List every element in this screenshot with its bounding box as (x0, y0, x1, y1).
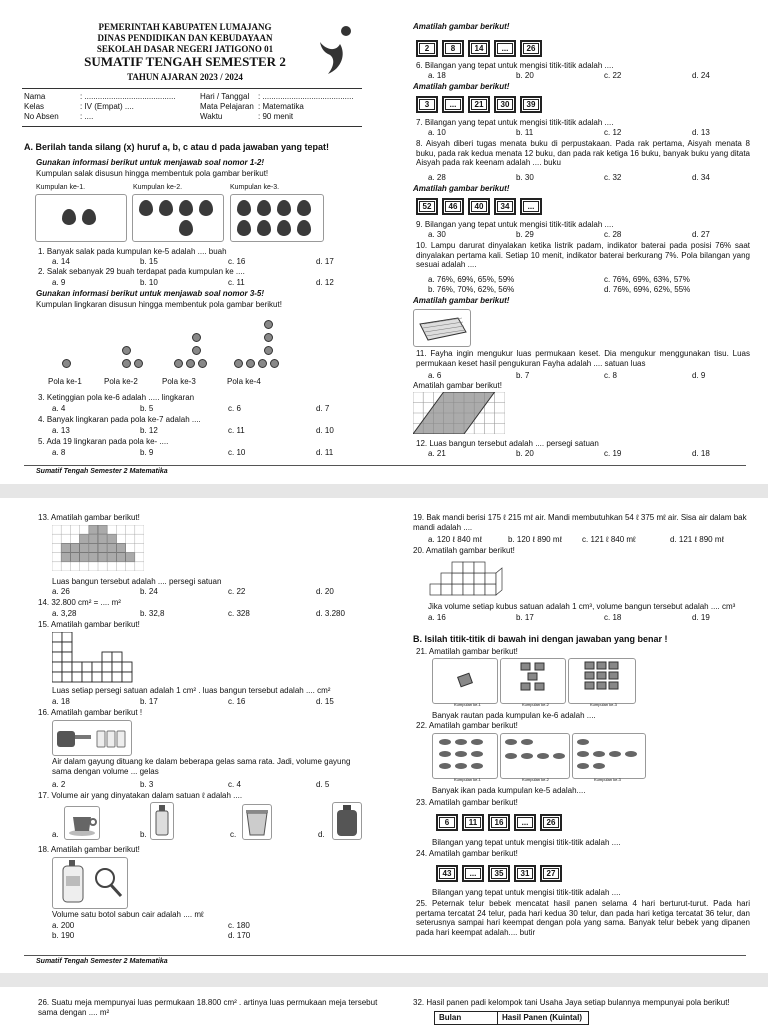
circle-icon (234, 359, 243, 368)
nama-label: Nama (24, 92, 46, 101)
question-7: 7. Bilangan yang tepat untuk mengisi titik-titik adalah .... (416, 118, 614, 127)
option-a[interactable]: a. 16 (428, 613, 446, 622)
absen-label: No Absen (24, 112, 59, 121)
small-label: Kumpulan ke-1 (454, 777, 481, 782)
option-d[interactable]: d. 76%, 69%, 62%, 55% (604, 284, 691, 294)
circle-icon (264, 333, 273, 342)
question-15-sub: Luas setiap persegi satuan adalah 1 cm² . luas bangun tersebut adalah .... cm² (52, 686, 331, 695)
option-d[interactable]: d. 15 (316, 697, 334, 706)
circle-icon (258, 359, 267, 368)
info-3-5: Gunakan informasi berikut untuk menjawab soal nomor 3-5! (36, 289, 265, 298)
sequence-6 (416, 40, 542, 57)
unit-cubes-image (428, 558, 518, 598)
look-label: Amatilah gambar berikut! (413, 184, 510, 193)
seq-box: 43 (436, 865, 458, 882)
salak-icon (257, 220, 271, 236)
option-a[interactable]: a. 76%, 69%, 65%, 59% (428, 275, 515, 284)
q16-options (52, 780, 329, 790)
option-a[interactable]: a. 18 (428, 71, 446, 80)
option-a[interactable]: a. 30 (428, 230, 446, 239)
seq-box: 6 (436, 814, 458, 831)
page-footer: Sumatif Tengah Semester 2 Matematika (36, 468, 168, 475)
option-d[interactable]: d. 20 (316, 587, 334, 596)
school-logo (316, 24, 356, 78)
option-b[interactable]: b. 17 (140, 697, 158, 706)
pola-4-label: Pola ke-4 (227, 377, 261, 386)
header-line-3: SEKOLAH DASAR NEGERI JATIGONO 01 (96, 43, 274, 54)
seq-box: 2 (416, 40, 438, 57)
page-divider (24, 465, 746, 466)
option-a[interactable]: a. 28 (428, 173, 446, 182)
option-c[interactable]: c. 16 (228, 257, 246, 266)
page-gap (0, 973, 768, 987)
option-d[interactable]: d. 5 (316, 780, 330, 789)
seq-box: 26 (520, 40, 542, 57)
seq-box: 11 (462, 814, 484, 831)
small-label: Kumpulan ke-3 (590, 702, 617, 707)
option-b[interactable]: b. (140, 830, 147, 839)
mapel-label: Mata Pelajaran (200, 102, 254, 111)
bottle-icon[interactable] (150, 802, 174, 840)
option-d[interactable]: d. 10 (316, 426, 334, 435)
q19-options (428, 535, 724, 545)
q7-options (428, 128, 710, 138)
sharpener-figure (432, 658, 636, 708)
option-c[interactable]: c. 22 (228, 587, 246, 596)
option-b[interactable]: b. 5 (140, 404, 154, 413)
option-d[interactable]: d. 18 (692, 449, 710, 458)
option-d[interactable]: d. 9 (692, 371, 706, 380)
small-label: Kumpulan ke-2 (522, 777, 549, 782)
question-12: 12. Luas bangun tersebut adalah .... persegi satuan (416, 439, 599, 448)
kumpulan-2-box (500, 658, 566, 704)
salak-icon (199, 200, 213, 216)
option-d[interactable]: d. 3.280 (316, 609, 345, 618)
harvest-table (434, 1011, 589, 1025)
circle-patterns (58, 318, 298, 372)
q10-options (428, 275, 748, 294)
question-23: 23. Amatilah gambar berikut! (416, 798, 518, 807)
waktu-value: : 90 menit (258, 112, 294, 121)
circle-icon (186, 359, 195, 368)
question-26: 26. Suatu meja mempunyai luas permukaan 18.800 cm² . artinya luas permukaan meja tersebut sama dengan .... m² (38, 998, 378, 1017)
question-16-sub: Air dalam gayung dituang ke dalam beberapa gelas sama rata. Jadi, volume gayung sama dengan volume ... gelas (52, 757, 351, 776)
option-b[interactable]: b. 20 (516, 71, 534, 80)
identity-right (200, 92, 354, 122)
seq-box: 35 (488, 865, 510, 882)
option-a[interactable]: a. 8 (52, 448, 66, 457)
look-label: Amatilah gambar berikut! (413, 296, 510, 305)
option-b[interactable]: b. 15 (140, 257, 158, 266)
salak-figure-1 (35, 194, 127, 242)
intro-1-2: Kumpulan salak disusun hingga membentuk pola gambar berikut! (36, 169, 269, 178)
circle-icon (270, 359, 279, 368)
question-18: 18. Amatilah gambar berikut! (38, 845, 140, 854)
salak-icon (297, 220, 311, 236)
question-11: 11. Fayha ingin mengukur luas permukaan keset. Dia mengukur menggunakan tisu. Luas permukaan keset hasil pengukuran Fayha adalah .... satuan luas (416, 349, 750, 368)
option-b[interactable]: b. 24 (140, 587, 158, 596)
hari-field[interactable]: : ......................................... (258, 92, 354, 101)
q3-options (52, 404, 329, 414)
q9-options (428, 230, 710, 240)
kumpulan-2-box (500, 733, 570, 779)
question-22: 22. Amatilah gambar berikut! (416, 721, 518, 730)
mat-figure (413, 309, 471, 347)
circle-icon (174, 359, 183, 368)
header-line-2: DINAS PENDIDIKAN DAN KEBUDAYAAN (97, 32, 273, 43)
parallelogram-grid (413, 392, 505, 437)
soap-figure (52, 857, 128, 909)
q8-options (428, 173, 710, 183)
question-5: 5. Ada 19 lingkaran pada pola ke- .... (38, 437, 169, 446)
option-a[interactable]: a. 18 (52, 697, 70, 706)
page-gap (0, 484, 768, 498)
salak-icon (257, 200, 271, 216)
salak-figure-3 (230, 194, 324, 242)
circle-icon (192, 333, 201, 342)
seq-box: ... (520, 198, 542, 215)
salak-icon (179, 200, 193, 216)
option-c[interactable]: c. 76%, 69%, 63%, 57% (604, 275, 690, 284)
sequence-7 (416, 96, 542, 113)
option-b[interactable]: b. 190 (52, 930, 75, 940)
option-a[interactable]: a. 4 (52, 404, 66, 413)
option-c[interactable]: c. 12 (604, 128, 622, 137)
sequence-23 (436, 814, 562, 831)
jerrycan-icon[interactable] (332, 802, 362, 840)
question-18-sub: Volume satu botol sabun cair adalah .... mℓ (52, 910, 204, 919)
scoop-glasses-figure (52, 720, 132, 756)
table-row (435, 1012, 589, 1025)
small-label: Kumpulan ke-3 (594, 777, 621, 782)
divider (22, 126, 362, 127)
option-a[interactable]: a. 9 (52, 278, 66, 287)
q12-options (428, 449, 710, 459)
option-c[interactable]: c. 10 (228, 448, 246, 457)
question-9: 9. Bilangan yang tepat untuk mengisi titik-titik adalah .... (416, 220, 614, 229)
seq-box: 39 (520, 96, 542, 113)
small-label: Kumpulan ke-1 (454, 702, 481, 707)
option-b[interactable]: b. 3 (140, 780, 154, 789)
intro-3-5: Kumpulan lingkaran disusun hingga membentuk pola gambar berikut! (36, 300, 282, 309)
hari-label: Hari / Tanggal (200, 92, 250, 101)
option-d[interactable]: d. 11 (316, 448, 334, 457)
seq-box: 52 (416, 198, 438, 215)
question-14: 14. 32.800 cm² = .... m² (38, 598, 121, 607)
seq-box: ... (514, 814, 536, 831)
circle-icon (122, 359, 131, 368)
kelas-label: Kelas (24, 102, 45, 111)
option-b[interactable]: b. 76%, 70%, 62%, 56% (428, 284, 515, 294)
q13-options (52, 587, 334, 597)
question-22-sub: Banyak ikan pada kumpulan ke-5 adalah.... (432, 786, 586, 795)
kumpulan-2-label: Kumpulan ke-2. (133, 184, 183, 191)
pola-3-label: Pola ke-3 (162, 377, 196, 386)
absen-field[interactable]: : .... (80, 112, 94, 121)
option-c[interactable]: c. 11 (228, 426, 245, 435)
kumpulan-1-label: Kumpulan ke-1. (36, 184, 86, 191)
doormat-image (414, 310, 470, 346)
sequence-9 (416, 198, 542, 215)
question-25: 25. Peternak telur bebek mencatat hasil panen selama 4 hari berturut-turut. Pada hari pertama tercatat 24 telur, pada hari kedua 30 telur, dan pada hari ketiga tercatat 36 telur, dan seterusnya sampai hari keempat dengan pola yang sama. Banyak telur bebek yang dipanen pada hari keempat adalah.... butir (416, 899, 750, 937)
question-23-sub: Bilangan yang tepat untuk mengisi titik-titik adalah .... (432, 838, 621, 847)
option-a[interactable]: a. 13 (52, 426, 70, 435)
q1-options (52, 257, 334, 267)
q6-options (428, 71, 710, 81)
option-c[interactable]: c. 4 (228, 780, 241, 789)
sequence-24 (436, 865, 562, 882)
option-a[interactable]: a. 14 (52, 257, 70, 266)
option-a[interactable]: a. 21 (428, 449, 446, 458)
option-c[interactable]: c. 180 (228, 921, 250, 930)
option-d[interactable]: d. 34 (692, 173, 710, 182)
seq-box: 3 (416, 96, 438, 113)
seq-box: 16 (488, 814, 510, 831)
option-c[interactable]: c. 11 (228, 278, 245, 287)
grid-figure-13 (52, 525, 144, 574)
option-c[interactable]: c. 28 (604, 230, 622, 239)
option-d[interactable]: d. 7 (316, 404, 330, 413)
option-d[interactable]: d. 170 (228, 930, 251, 940)
option-d[interactable]: d. (318, 830, 325, 839)
option-d[interactable]: d. 19 (692, 613, 710, 622)
mapel-value: : Matematika (258, 102, 304, 111)
q2-options (52, 278, 334, 288)
nama-field[interactable]: : ......................................... (80, 92, 176, 101)
option-d[interactable]: d. 121 ℓ 890 mℓ (670, 535, 725, 544)
look-label: Amatilah gambar berikut! (413, 82, 510, 91)
cubes-figure (428, 558, 518, 601)
fish-figure (432, 733, 646, 783)
question-17: 17. Volume air yang dinyatakan dalam satuan ℓ adalah .... (38, 791, 243, 800)
option-d[interactable]: d. 27 (692, 230, 710, 239)
q5-options (52, 448, 333, 458)
option-c[interactable]: c. 16 (228, 697, 246, 706)
option-b[interactable]: b. 20 (516, 449, 534, 458)
header-line-1: PEMERINTAH KABUPATEN LUMAJANG (98, 22, 272, 32)
q17-options (52, 802, 372, 842)
page-footer: Sumatif Tengah Semester 2 Matematika (36, 958, 168, 965)
seq-box: 31 (514, 865, 536, 882)
kumpulan-3-box (568, 658, 636, 704)
soap-bottle-image (53, 858, 127, 908)
seq-box: 27 (540, 865, 562, 882)
q20-options (428, 613, 710, 623)
question-3: 3. Ketinggian pola ke-6 adalah ..... lingkaran (38, 393, 195, 402)
seq-box: 21 (468, 96, 490, 113)
school-header (60, 22, 310, 83)
bucket-icon[interactable] (242, 804, 272, 840)
option-b[interactable]: b. 9 (140, 448, 154, 457)
q18-options (52, 921, 372, 940)
q14-options (52, 609, 345, 619)
option-c[interactable]: c. 19 (604, 449, 622, 458)
option-c[interactable]: c. (230, 830, 237, 839)
kumpulan-3-box (572, 733, 646, 779)
option-b[interactable]: b. 29 (516, 230, 534, 239)
option-d[interactable]: d. 13 (692, 128, 710, 137)
question-2: 2. Salak sebanyak 29 buah terdapat pada kumpulan ke .... (38, 267, 245, 276)
circle-icon (62, 359, 71, 368)
exam-title: SUMATIF TENGAH SEMESTER 2 (84, 54, 286, 70)
option-b[interactable]: b. 11 (516, 128, 534, 137)
seq-box: 26 (540, 814, 562, 831)
option-a[interactable]: a. 6 (428, 371, 442, 380)
option-b[interactable]: b. 7 (516, 371, 530, 380)
salak-icon (297, 200, 311, 216)
circle-icon (198, 359, 207, 368)
seq-box: 46 (442, 198, 464, 215)
question-13-sub: Luas bangun tersebut adalah .... persegi satuan (52, 577, 222, 586)
pola-2-label: Pola ke-2 (104, 377, 138, 386)
option-c[interactable]: c. 6 (228, 404, 241, 413)
question-1: 1. Banyak salak pada kumpulan ke-5 adalah .... buah (38, 247, 227, 256)
question-4: 4. Banyak lingkaran pada pola ke-7 adalah .... (38, 415, 201, 424)
option-a[interactable]: a. 26 (52, 587, 70, 596)
question-19: 19. Bak mandi berisi 175 ℓ 215 mℓ air. Mandi membutuhkan 54 ℓ 375 mℓ air. Sisa air dalam bak mandi adalah .... (413, 513, 747, 532)
question-24: 24. Amatilah gambar berikut! (416, 849, 518, 858)
option-a[interactable]: a. 200 (52, 921, 75, 930)
option-a[interactable]: a. 2 (52, 780, 66, 789)
salak-icon (237, 220, 251, 236)
kumpulan-1-box (432, 658, 498, 704)
q4-options (52, 426, 334, 436)
grid-figure-15 (52, 632, 142, 687)
seq-box: 40 (468, 198, 490, 215)
circle-icon (192, 346, 201, 355)
option-a[interactable]: a. 3,28 (52, 609, 77, 618)
salak-icon (139, 200, 153, 216)
circle-icon (264, 346, 273, 355)
seq-box: ... (442, 96, 464, 113)
question-20: 20. Amatilah gambar berikut! (413, 546, 515, 555)
section-a-title: A. Berilah tanda silang (x) huruf a, b, c atau d pada jawaban yang tepat! (24, 142, 330, 152)
waktu-label: Waktu (200, 112, 223, 121)
question-21: 21. Amatilah gambar berikut! (416, 647, 518, 656)
option-b[interactable]: b. 30 (516, 173, 534, 182)
salak-icon (237, 200, 251, 216)
question-13: 13. Amatilah gambar berikut! (38, 513, 140, 522)
circle-icon (134, 359, 143, 368)
option-d[interactable]: d. 24 (692, 71, 710, 80)
info-1-2: Gunakan informasi berikut untuk menjawab soal nomor 1-2! (36, 158, 265, 167)
question-21-sub: Banyak rautan pada kumpulan ke-6 adalah .... (432, 711, 596, 720)
section-b-title: B. Isilah titik-titik di bawah ini dengan jawaban yang benar ! (413, 634, 668, 644)
kelas-field[interactable]: : IV (Empat) .... (80, 102, 134, 111)
circle-icon (122, 346, 131, 355)
kumpulan-3-label: Kumpulan ke-3. (230, 184, 280, 191)
q11-options (428, 371, 705, 381)
question-15: 15. Amatilah gambar berikut! (38, 620, 140, 629)
salak-icon (179, 220, 193, 236)
q15-options (52, 697, 334, 707)
option-c[interactable]: c. 18 (604, 613, 622, 622)
seq-box: ... (462, 865, 484, 882)
option-c[interactable]: c. 328 (228, 609, 250, 618)
option-c[interactable]: c. 8 (604, 371, 617, 380)
salak-icon (159, 200, 173, 216)
option-a[interactable]: a. 10 (428, 128, 446, 137)
seq-box: 8 (442, 40, 464, 57)
look-label: Amatilah gambar berikut! (413, 22, 510, 31)
option-b[interactable]: b. 12 (140, 426, 158, 435)
page-divider (24, 955, 746, 956)
option-d[interactable]: d. 12 (316, 278, 334, 287)
divider (22, 88, 362, 89)
column-header: Bulan (435, 1012, 498, 1025)
scoop-and-glasses-image (53, 721, 131, 755)
look-label: Amatilah gambar berikut! (413, 381, 502, 390)
option-c[interactable]: c. 22 (604, 71, 622, 80)
seq-box: 34 (494, 198, 516, 215)
question-32: 32. Hasil panen padi kelompok tani Usaha Jaya setiap bulannya mempunyai pola berikut! (413, 998, 730, 1007)
salak-icon (277, 220, 291, 236)
circle-icon (246, 359, 255, 368)
small-label: Kumpulan ke-2 (522, 702, 549, 707)
option-b[interactable]: b. 120 ℓ 890 mℓ (508, 535, 563, 544)
seq-box: 30 (494, 96, 516, 113)
circle-icon (264, 320, 273, 329)
question-24-sub: Bilangan yang tepat untuk mengisi titik-titik adalah .... (432, 888, 621, 897)
cup-icon[interactable] (64, 806, 100, 840)
pola-1-label: Pola ke-1 (48, 377, 82, 386)
column-header: Hasil Panen (Kuintal) (498, 1012, 589, 1025)
question-16: 16. Amatilah gambar berikut ! (38, 708, 143, 717)
kumpulan-1-box (432, 733, 498, 779)
option-d[interactable]: d. 17 (316, 257, 334, 266)
option-b[interactable]: b. 10 (140, 278, 158, 287)
salak-icon (82, 209, 96, 225)
option-c[interactable]: c. 121 ℓ 840 mℓ (582, 535, 636, 544)
salak-icon (277, 200, 291, 216)
salak-figure-2 (132, 194, 224, 242)
question-8: 8. Aisyah diberi tugas menata buku di perpustakaan. Pada rak pertama, Aisyah menata 8 buku, pada rak kedua menata 12 buku, dan pada rak ketiga 16 buku, banyak buku yang ditata Aisyah pada rak keenam adalah .... buku (416, 139, 750, 168)
option-a[interactable]: a. 120 ℓ 840 mℓ (428, 535, 483, 544)
seq-box: ... (494, 40, 516, 57)
identity-left (24, 92, 176, 122)
school-year: TAHUN AJARAN 2023 / 2024 (127, 71, 243, 82)
option-c[interactable]: c. 32 (604, 173, 622, 182)
question-20-sub: Jika volume setiap kubus satuan adalah 1 cm³, volume bangun tersebut adalah .... cm³ (428, 602, 736, 611)
salak-icon (62, 209, 76, 225)
option-b[interactable]: b. 17 (516, 613, 534, 622)
seq-box: 14 (468, 40, 490, 57)
question-10: 10. Lampu darurat dinyalakan ketika listrik padam, indikator baterai pada posisi 76% saat dinyalakan pertama kali. Setiap 10 menit, indikator baterai berkurang 7%. Pola bilangan yang sesuai adalah .... (416, 241, 750, 270)
option-a[interactable]: a. (52, 830, 59, 839)
question-6: 6. Bilangan yang tepat untuk mengisi titik-titik adalah .... (416, 61, 614, 70)
option-b[interactable]: b. 32,8 (140, 609, 165, 618)
